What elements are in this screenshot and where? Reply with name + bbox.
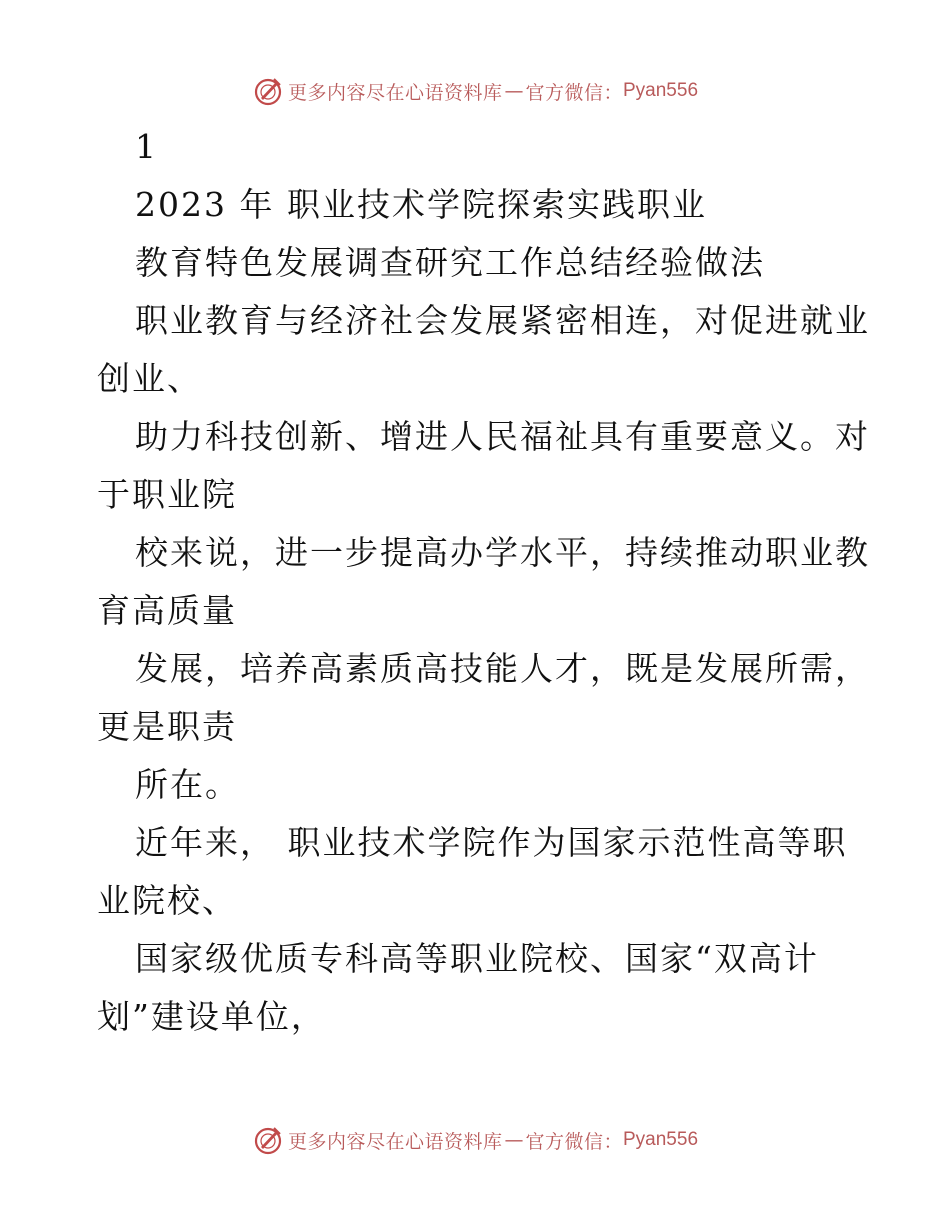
watermark-text: 更多内容尽在心语资料库 xyxy=(287,1130,503,1153)
text-line: 所在。 xyxy=(135,765,240,804)
doc-title-line-1: 2023 年 职业技术学院探索实践职业 xyxy=(135,185,707,224)
header-watermark xyxy=(0,71,950,111)
text-line: 业院校、 xyxy=(97,881,237,920)
text-line: 划”建设单位， xyxy=(97,997,326,1036)
wechat-label: 官方微信： xyxy=(525,1130,623,1153)
text-line: 国家级优质专科高等职业院校、国家“双高计 xyxy=(135,939,819,978)
document-body xyxy=(97,118,877,1046)
text-line: 于职业院 xyxy=(97,475,237,514)
text-line: 创业、 xyxy=(97,359,202,398)
watermark-text: 更多内容尽在心语资料库 xyxy=(287,81,503,104)
text-line: 助力科技创新、增进人民福祉具有重要意义。对 xyxy=(135,417,870,456)
text-line: 校来说，进一步提高办学水平，持续推动职业教 xyxy=(135,533,870,572)
footer-watermark xyxy=(0,1120,950,1160)
text-line: 近年来， 职业技术学院作为国家示范性高等职 xyxy=(135,823,848,862)
text-line: 职业教育与经济社会发展紧密相连，对促进就业 xyxy=(135,301,870,340)
page-number: 1 xyxy=(135,127,158,166)
text-line: 更是职责 xyxy=(97,707,237,746)
text-line: 发展，培养高素质高技能人才，既是发展所需， xyxy=(135,649,870,688)
watermark-separator: — xyxy=(504,80,524,102)
wechat-id: Pyan556 xyxy=(623,80,699,101)
text-line: 育高质量 xyxy=(97,591,237,630)
wechat-label: 官方微信： xyxy=(525,81,623,104)
wechat-id: Pyan556 xyxy=(623,1129,699,1150)
doc-title-line-2: 教育特色发展调查研究工作总结经验做法 xyxy=(135,243,765,282)
logo-icon xyxy=(252,1124,284,1156)
logo-icon xyxy=(252,75,284,107)
watermark-separator: — xyxy=(504,1129,524,1151)
